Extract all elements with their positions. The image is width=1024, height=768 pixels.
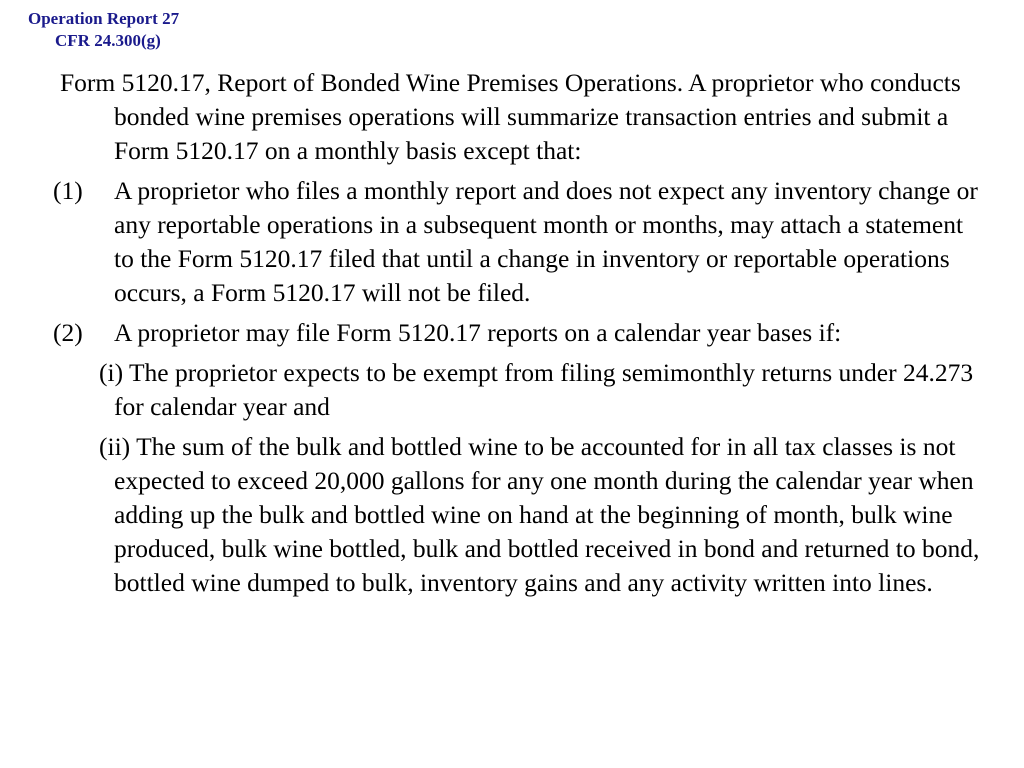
list-item-text: A proprietor who files a monthly report and does not expect any inventory change or any reportable operations in a subsequent month or months, may attach a statement to the Form 5120.17 filed that until a change in inventory or reportable operations occurs, a Form 5120.17 will not be filed. [114, 176, 978, 307]
intro-paragraph: Form 5120.17, Report of Bonded Wine Premises Operations. A proprietor who conducts bonded wine premises operations will summarize transaction entries and submit a Form 5120.17 on a monthly basis except that: [60, 68, 961, 165]
cfr-citation: CFR 24.300(g) [55, 31, 161, 50]
list-item-number: (1) [53, 176, 83, 205]
list-item-1 [0, 174, 984, 310]
sub-item-ii: (ii) The sum of the bulk and bottled wine to be accounted for in all tax classes is not expected to exceed 20,000 gallons for any one month during the calendar year when adding up the bulk and bottled wine on hand at the beginning of month, bulk wine produced, bulk wine bottled, bulk and bottled received in bond and returned to bond, bottled wine dumped to bulk, inventory gains and any activity written into lines. [99, 432, 980, 597]
slide-body [0, 66, 1024, 600]
slide-header [28, 8, 179, 52]
sub-item-i: (i) The proprietor expects to be exempt from filing semimonthly returns under 24.273 for calendar year and [99, 358, 974, 421]
report-title: Operation Report 27 [28, 9, 180, 28]
list-item-text: A proprietor may file Form 5120.17 reports on a calendar year bases if: [114, 318, 842, 347]
list-item-2 [0, 316, 984, 350]
list-item-number: (2) [53, 318, 83, 347]
